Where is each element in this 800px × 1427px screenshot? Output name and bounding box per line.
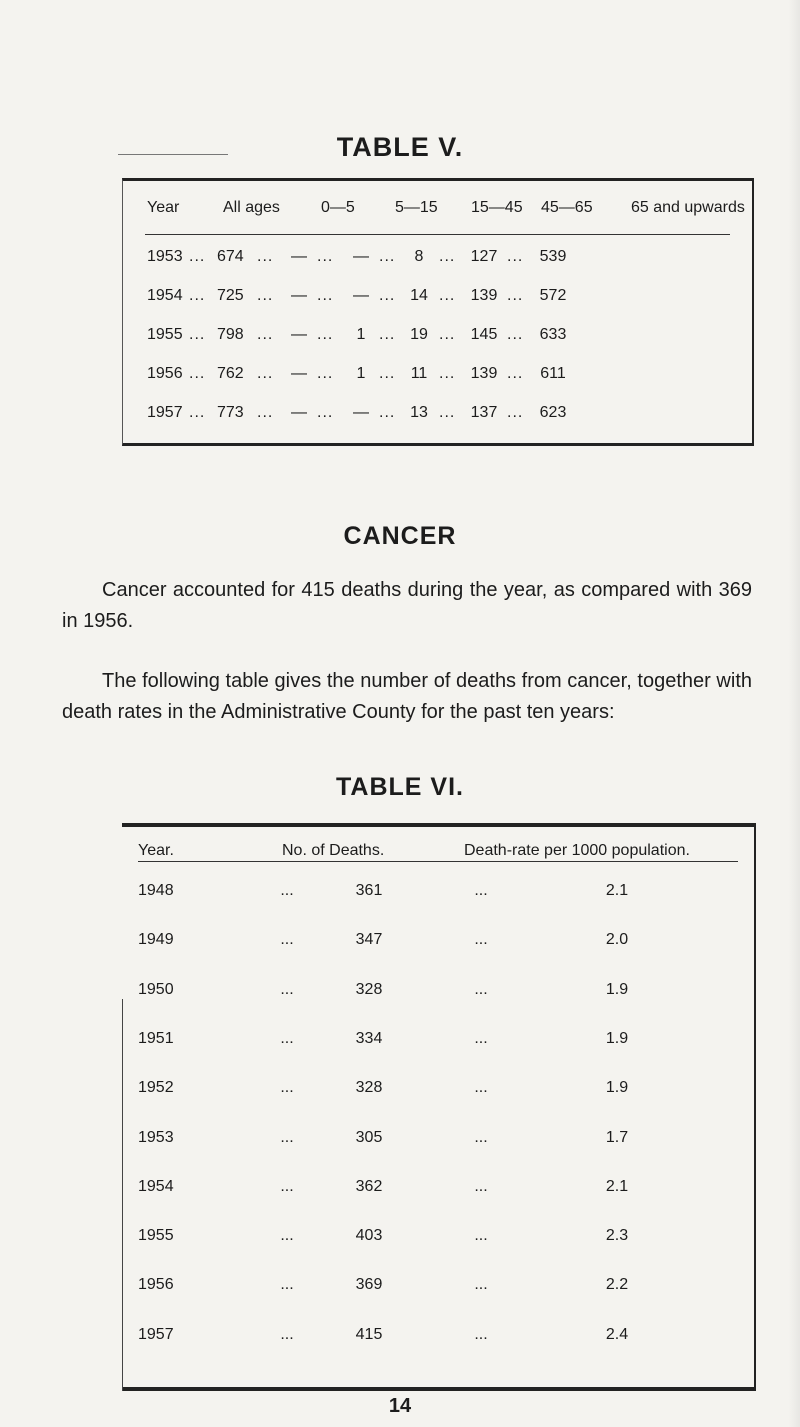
table-vi-title: TABLE VI. [336, 773, 464, 801]
table-v-row [123, 404, 755, 426]
table-v-header-15-45: 15—45 [471, 199, 523, 216]
table-vi-cell-deaths: 328 [355, 1079, 383, 1097]
dot-leader: ... [280, 1079, 294, 1097]
table-v-cell-a65: 633 [539, 326, 567, 343]
dot-leader: ... [474, 1079, 488, 1097]
table-v-cell-a5-15: 1 [356, 365, 366, 382]
table-vi-row [122, 882, 756, 904]
table-vi-cell-deaths: 347 [355, 931, 383, 949]
table-vi-cell-year: 1949 [138, 931, 174, 949]
dot-leader: ... [317, 287, 334, 304]
dot-leader: ... [507, 404, 524, 421]
dot-leader: ... [439, 248, 456, 265]
table-v-row [123, 248, 755, 270]
table-v-cell-a5-15: — [353, 287, 369, 304]
table-v-row [123, 326, 755, 348]
table-vi-header-rate: Death-rate per 1000 population. [464, 842, 690, 859]
table-v-header-rule [145, 234, 730, 235]
table-vi-header-deaths: No. of Deaths. [282, 842, 385, 859]
dot-leader: ... [189, 326, 206, 343]
table-v-cell-a65: 572 [539, 287, 567, 304]
table-vi [122, 823, 756, 1391]
cancer-paragraph-1: Cancer accounted for 415 deaths during the year, as compared with 369 in 1956. [62, 579, 752, 632]
table-vi-header-year: Year. [138, 842, 174, 859]
table-v-cell-a15-45: 14 [410, 287, 428, 304]
table-vi-cell-rate: 1.7 [605, 1128, 629, 1146]
dot-leader: ... [474, 1128, 488, 1146]
table-vi-cell-rate: 2.2 [605, 1276, 629, 1294]
table-v-cell-all: 773 [217, 404, 244, 421]
table-v-cell-a5-15: 1 [356, 326, 366, 343]
dot-leader: ... [280, 931, 294, 949]
dot-leader: ... [257, 404, 274, 421]
dot-leader: ... [439, 404, 456, 421]
dot-leader: ... [474, 1276, 488, 1294]
dot-leader: ... [439, 365, 456, 382]
table-v-cell-a15-45: 11 [410, 365, 428, 382]
dot-leader: ... [379, 404, 396, 421]
table-v-cell-year: 1957 [147, 404, 183, 421]
table-vi-cell-deaths: 361 [355, 882, 383, 899]
dot-leader: ... [507, 248, 524, 265]
dot-leader: ... [379, 287, 396, 304]
dot-leader: ... [257, 287, 274, 304]
table-vi-cell-deaths: 362 [355, 1177, 383, 1195]
dot-leader: ... [257, 365, 274, 382]
dot-leader: ... [379, 248, 396, 265]
table-v-cell-a15-45: 13 [410, 404, 428, 421]
dot-leader: ... [474, 980, 488, 998]
table-vi-cell-rate: 2.1 [605, 1177, 629, 1195]
table-v-cell-a15-45: 8 [414, 248, 424, 265]
dot-leader: ... [317, 248, 334, 265]
dot-leader: ... [474, 1325, 488, 1343]
table-vi-cell-deaths: 415 [355, 1325, 383, 1343]
table-vi-cell-deaths: 328 [355, 980, 383, 998]
table-v-cell-a15-45: 19 [410, 326, 428, 343]
dot-leader: ... [280, 1276, 294, 1294]
table-vi-cell-year: 1956 [138, 1276, 174, 1294]
table-vi-cell-rate: 1.9 [605, 980, 629, 998]
dot-leader: ... [189, 248, 206, 265]
dot-leader: ... [507, 287, 524, 304]
table-v [122, 178, 754, 446]
table-vi-row [122, 1326, 756, 1348]
table-v-row [123, 287, 755, 309]
table-vi-row [122, 1129, 756, 1151]
table-vi-header-rule [138, 861, 738, 862]
table-v-cell-year: 1956 [147, 365, 183, 382]
table-v-cell-a65: 623 [539, 404, 567, 421]
dot-leader: ... [280, 1325, 294, 1343]
table-vi-row [122, 931, 756, 953]
table-vi-cell-year: 1950 [138, 980, 174, 998]
table-vi-row [122, 1276, 756, 1298]
table-vi-cell-year: 1952 [138, 1079, 174, 1097]
table-v-cell-year: 1955 [147, 326, 183, 343]
table-v-header-45-65: 45—65 [541, 199, 593, 216]
table-v-cell-a45-65: 139 [470, 365, 498, 382]
dot-leader: ... [439, 287, 456, 304]
dot-leader: ... [189, 365, 206, 382]
table-v-cell-year: 1954 [147, 287, 183, 304]
table-vi-cell-deaths: 369 [355, 1276, 383, 1294]
table-v-cell-a45-65: 145 [470, 326, 498, 343]
table-v-cell-a0-5: — [291, 287, 307, 304]
table-vi-cell-rate: 1.9 [605, 1029, 629, 1047]
table-vi-cell-rate: 2.4 [605, 1325, 629, 1343]
table-vi-cell-deaths: 334 [355, 1029, 383, 1047]
dot-leader: ... [189, 404, 206, 421]
dot-leader: ... [280, 1128, 294, 1146]
dot-leader: ... [507, 365, 524, 382]
table-v-header-all-ages: All ages [223, 199, 280, 216]
table-vi-cell-rate: 1.9 [605, 1079, 629, 1097]
table-vi-cell-year: 1957 [138, 1325, 174, 1343]
table-vi-cell-deaths: 305 [355, 1128, 383, 1146]
table-v-cell-a45-65: 139 [470, 287, 498, 304]
table-vi-cell-year: 1951 [138, 1029, 174, 1047]
table-vi-cell-year: 1954 [138, 1177, 174, 1195]
table-v-cell-all: 725 [217, 287, 244, 304]
table-v-row [123, 365, 755, 387]
table-vi-row [122, 1178, 756, 1200]
dot-leader: ... [317, 365, 334, 382]
dot-leader: ... [474, 1177, 488, 1195]
dot-leader: ... [474, 1029, 488, 1047]
table-vi-row [122, 1227, 756, 1249]
dot-leader: ... [507, 326, 524, 343]
table-v-header-5-15: 5—15 [395, 199, 438, 216]
table-v-header-year: Year [147, 199, 180, 216]
dot-leader: ... [257, 248, 274, 265]
dot-leader: ... [280, 980, 294, 998]
table-v-cell-a0-5: — [291, 404, 307, 421]
dot-leader: ... [280, 1177, 294, 1195]
table-v-title: TABLE V. [336, 132, 464, 162]
table-v-cell-a65: 539 [539, 248, 567, 265]
table-vi-row [122, 1079, 756, 1101]
dot-leader: ... [280, 882, 294, 899]
table-vi-row [122, 1030, 756, 1052]
dot-leader: ... [317, 326, 334, 343]
table-v-header-0-5: 0—5 [321, 199, 355, 216]
table-v-cell-year: 1953 [147, 248, 183, 265]
table-vi-cell-year: 1955 [138, 1227, 174, 1245]
table-v-cell-all: 798 [217, 326, 244, 343]
table-v-cell-a0-5: — [291, 365, 307, 382]
cancer-paragraph-2: The following table gives the number of deaths from cancer, together with death rates in the Administrative County for the past ten years: [62, 670, 752, 723]
dot-leader: ... [189, 287, 206, 304]
dot-leader: ... [257, 326, 274, 343]
table-v-cell-a0-5: — [291, 248, 307, 265]
table-vi-cell-year: 1948 [138, 882, 174, 899]
table-vi-cell-rate: 2.1 [605, 882, 629, 899]
table-v-cell-a5-15: — [353, 248, 369, 265]
table-v-header-row [123, 199, 755, 221]
table-vi-row [122, 981, 756, 1003]
table-v-cell-a5-15: — [353, 404, 369, 421]
dot-leader: ... [474, 1227, 488, 1245]
dot-leader: ... [317, 404, 334, 421]
page-edge-shadow [788, 0, 800, 1427]
dot-leader: ... [474, 882, 488, 899]
table-vi-cell-rate: 2.0 [605, 931, 629, 949]
table-vi-cell-rate: 2.3 [605, 1227, 629, 1245]
dot-leader: ... [379, 326, 396, 343]
table-v-cell-a0-5: — [291, 326, 307, 343]
table-v-cell-all: 674 [217, 248, 244, 265]
page-number: 14 [388, 1395, 412, 1417]
table-v-cell-a45-65: 137 [470, 404, 498, 421]
dot-leader: ... [379, 365, 396, 382]
dot-leader: ... [474, 931, 488, 949]
dot-leader: ... [439, 326, 456, 343]
table-v-cell-all: 762 [217, 365, 244, 382]
table-vi-cell-year: 1953 [138, 1128, 174, 1146]
table-v-cell-a65: 611 [540, 365, 566, 382]
dot-leader: ... [280, 1029, 294, 1047]
table-v-header-65-upwards: 65 and upwards [631, 199, 745, 216]
dot-leader: ... [280, 1227, 294, 1245]
cancer-heading: CANCER [343, 522, 457, 550]
table-v-cell-a45-65: 127 [470, 248, 498, 265]
table-vi-cell-deaths: 403 [355, 1227, 383, 1245]
